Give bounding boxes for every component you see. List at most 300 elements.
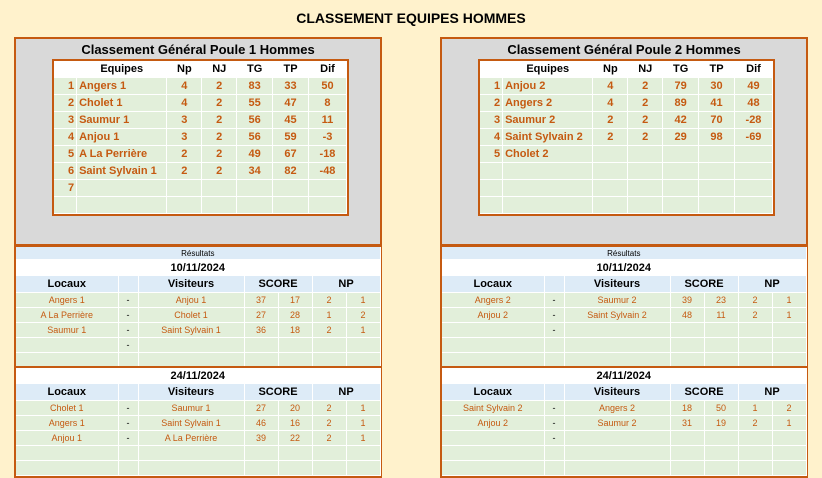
team-name: Saumur 2 [503,112,593,129]
stat-tp [699,197,735,214]
home-team: Saint Sylvain 2 [442,401,544,416]
column-header: NJ [628,61,663,78]
home-score [670,323,704,338]
locaux-header: Locaux [16,384,118,401]
home-score: 31 [670,416,704,431]
away-score: 16 [278,416,312,431]
rank-number: 1 [54,78,77,95]
stat-tp: 33 [273,78,309,95]
match-row [16,401,380,416]
stat-tg: 83 [237,78,273,95]
home-score: 39 [670,293,704,308]
home-points [312,461,346,476]
vs-dash [544,461,564,476]
score-header: SCORE [244,384,312,401]
away-team: Anjou 1 [138,293,244,308]
team-name: Saint Sylvain 2 [503,129,593,146]
score-header: SCORE [244,276,312,293]
match-row [442,338,806,353]
round-date-row [442,260,806,276]
stat-np: 2 [593,129,628,146]
home-team: Angers 1 [16,293,118,308]
np-header: NP [312,384,380,401]
home-score: 36 [244,323,278,338]
away-score [704,323,738,338]
stat-tg [663,146,699,163]
home-score: 46 [244,416,278,431]
ranking-row [54,197,347,214]
team-name: Saint Sylvain 1 [77,163,167,180]
np-header: NP [312,276,380,293]
home-score [244,446,278,461]
stat-nj [628,163,663,180]
stat-nj: 2 [202,146,237,163]
vs-dash [544,338,564,353]
home-score [670,338,704,353]
away-points [346,461,380,476]
match-row [442,323,806,338]
home-team [16,446,118,461]
home-team [442,338,544,353]
vs-dash: - [118,293,138,308]
home-score [670,461,704,476]
team-name: Anjou 2 [503,78,593,95]
away-points: 1 [772,416,806,431]
stat-tp: 82 [273,163,309,180]
header-spacer [544,276,564,293]
stat-nj [202,180,237,197]
stat-nj: 2 [202,163,237,180]
away-team [138,446,244,461]
away-team [564,446,670,461]
away-score [278,461,312,476]
stat-nj [628,197,663,214]
stat-dif: -3 [308,129,346,146]
away-team [138,461,244,476]
home-points [738,446,772,461]
match-row [16,431,380,446]
ranking-panel-poule-1 [14,37,382,246]
home-points [738,461,772,476]
home-team [442,323,544,338]
ranking-table [52,59,349,216]
home-points: 2 [312,401,346,416]
column-header: Np [593,61,628,78]
away-points [772,338,806,353]
stat-tg: 29 [663,129,699,146]
header-spacer [544,384,564,401]
ranking-row [480,129,773,146]
match-row [16,323,380,338]
column-header: Dif [308,61,346,78]
np-header: NP [738,276,806,293]
locaux-header: Locaux [16,276,118,293]
away-points: 1 [346,401,380,416]
home-team: Angers 1 [16,416,118,431]
stat-tg: 49 [237,146,273,163]
home-team: Anjou 2 [442,308,544,323]
rank-number [480,197,503,214]
stat-tg [663,180,699,197]
stat-dif [734,163,772,180]
match-row [442,401,806,416]
vs-dash: - [544,416,564,431]
team-name: Angers 1 [77,78,167,95]
results-header-row [442,384,806,401]
column-header: Equipes [77,61,167,78]
column-header: TG [237,61,273,78]
page-title: CLASSEMENT EQUIPES HOMMES [296,10,526,26]
ranking-row [54,163,347,180]
stat-nj [628,146,663,163]
vs-dash: - [544,308,564,323]
stat-np: 2 [167,163,202,180]
visiteurs-header: Visiteurs [138,276,244,293]
away-points [772,323,806,338]
vs-dash: - [118,323,138,338]
vs-dash: - [118,431,138,446]
stat-np [593,146,628,163]
locaux-header: Locaux [442,276,544,293]
ranking-row [480,197,773,214]
stat-tg [663,163,699,180]
away-points: 1 [346,416,380,431]
results-header-row [16,276,380,293]
results-round [440,366,808,478]
home-team: Anjou 2 [442,416,544,431]
stat-np: 4 [167,78,202,95]
away-points: 1 [772,293,806,308]
match-row [16,308,380,323]
away-score [704,338,738,353]
results-round [14,245,382,370]
stat-np: 2 [593,112,628,129]
visiteurs-header: Visiteurs [564,276,670,293]
team-name [503,163,593,180]
round-date-row [442,368,806,384]
column-header: NJ [202,61,237,78]
away-team: Saumur 1 [138,401,244,416]
stat-nj: 2 [202,78,237,95]
away-team: Saumur 2 [564,293,670,308]
results-round [440,245,808,370]
home-points: 1 [312,308,346,323]
rank-number: 2 [54,95,77,112]
stat-tp: 30 [699,78,735,95]
header-spacer [118,276,138,293]
stat-dif: 11 [308,112,346,129]
ranking-header-row [54,61,347,78]
vs-dash: - [544,293,564,308]
vs-dash: - [118,416,138,431]
stat-np: 4 [167,95,202,112]
vs-dash [544,446,564,461]
stat-np: 3 [167,129,202,146]
home-team [16,338,118,353]
team-name: Anjou 1 [77,129,167,146]
away-team [564,338,670,353]
home-team [442,461,544,476]
rank-number: 3 [54,112,77,129]
away-team: Saumur 2 [564,416,670,431]
rank-number: 6 [54,163,77,180]
results-label: Résultats [442,247,806,260]
ranking-row [480,163,773,180]
home-score: 18 [670,401,704,416]
stat-tg: 89 [663,95,699,112]
away-score [278,338,312,353]
stat-nj: 2 [202,95,237,112]
away-team [564,461,670,476]
home-points [738,431,772,446]
round-date: 24/11/2024 [16,368,380,384]
results-label: Résultats [16,247,380,260]
ranking-table [478,59,775,216]
away-team: Cholet 1 [138,308,244,323]
team-name [77,180,167,197]
team-name [503,180,593,197]
home-points [738,323,772,338]
visiteurs-header: Visiteurs [564,384,670,401]
rank-number: 3 [480,112,503,129]
match-row [442,416,806,431]
stat-nj: 2 [202,129,237,146]
stat-tg [663,197,699,214]
stat-tp [273,180,309,197]
stat-tp [699,163,735,180]
stat-nj: 2 [628,129,663,146]
rank-header [54,61,77,78]
score-header: SCORE [670,276,738,293]
round-date: 24/11/2024 [442,368,806,384]
away-score: 50 [704,401,738,416]
stat-tp: 47 [273,95,309,112]
visiteurs-header: Visiteurs [138,384,244,401]
vs-dash: - [544,431,564,446]
away-score: 23 [704,293,738,308]
column-header: TP [699,61,735,78]
stat-dif: 50 [308,78,346,95]
ranking-title: Classement Général Poule 1 Hommes [81,42,315,57]
home-points: 2 [312,416,346,431]
ranking-row [54,180,347,197]
stat-np [167,197,202,214]
team-name: A La Perrière [77,146,167,163]
ranking-row [54,95,347,112]
ranking-row [480,180,773,197]
round-date: 10/11/2024 [442,260,806,276]
stat-tp: 59 [273,129,309,146]
column-header: TP [273,61,309,78]
stat-dif: -18 [308,146,346,163]
round-date-row [16,368,380,384]
stat-np: 2 [167,146,202,163]
match-row [16,293,380,308]
stat-dif [734,197,772,214]
home-score: 27 [244,308,278,323]
stat-dif [734,146,772,163]
away-points: 1 [772,308,806,323]
match-row [16,338,380,353]
stat-dif: -48 [308,163,346,180]
away-team [564,323,670,338]
home-points: 2 [738,308,772,323]
team-name: Saumur 1 [77,112,167,129]
home-team: Angers 2 [442,293,544,308]
vs-dash [118,446,138,461]
away-score: 17 [278,293,312,308]
column-header: Dif [734,61,772,78]
away-points: 1 [346,293,380,308]
stat-tg [237,180,273,197]
stat-tg: 79 [663,78,699,95]
home-points [738,338,772,353]
home-team: Cholet 1 [16,401,118,416]
vs-dash [118,461,138,476]
stat-np: 3 [167,112,202,129]
away-points [346,446,380,461]
away-score: 18 [278,323,312,338]
home-score [670,446,704,461]
away-points [772,431,806,446]
ranking-row [54,129,347,146]
stat-nj: 2 [628,112,663,129]
locaux-header: Locaux [442,384,544,401]
column-header: Np [167,61,202,78]
results-header-row [442,276,806,293]
away-team [138,338,244,353]
away-score: 19 [704,416,738,431]
stat-tg: 56 [237,129,273,146]
stat-tg: 42 [663,112,699,129]
away-team: Saint Sylvain 1 [138,323,244,338]
stat-dif: 8 [308,95,346,112]
results-label-row [16,247,380,260]
team-name [77,197,167,214]
home-points [312,446,346,461]
away-points: 2 [772,401,806,416]
ranking-row [480,146,773,163]
results-round [14,366,382,478]
stat-nj [628,180,663,197]
rank-header [480,61,503,78]
ranking-row [54,146,347,163]
score-header: SCORE [670,384,738,401]
home-score: 37 [244,293,278,308]
stat-dif: -28 [734,112,772,129]
away-team: A La Perrière [138,431,244,446]
home-score [244,461,278,476]
away-score: 11 [704,308,738,323]
rank-number: 1 [480,78,503,95]
rank-number: 4 [480,129,503,146]
stat-tp: 67 [273,146,309,163]
away-team [564,431,670,446]
stat-np [593,163,628,180]
stat-tp: 70 [699,112,735,129]
stat-dif [734,180,772,197]
match-row [442,308,806,323]
team-name: Cholet 2 [503,146,593,163]
ranking-row [480,95,773,112]
stat-nj [202,197,237,214]
stat-tg: 55 [237,95,273,112]
ranking-panel-poule-2 [440,37,808,246]
away-points [772,446,806,461]
stat-dif [308,180,346,197]
rank-number [480,163,503,180]
stat-tp: 41 [699,95,735,112]
away-points: 1 [346,323,380,338]
away-score: 28 [278,308,312,323]
stat-tg: 34 [237,163,273,180]
round-date: 10/11/2024 [16,260,380,276]
team-name: Cholet 1 [77,95,167,112]
home-score [670,431,704,446]
vs-dash: - [118,401,138,416]
match-row [442,293,806,308]
stat-tp: 98 [699,129,735,146]
rank-number: 2 [480,95,503,112]
home-team: Saumur 1 [16,323,118,338]
stat-tp [699,180,735,197]
home-points: 2 [312,293,346,308]
home-team: A La Perrière [16,308,118,323]
stat-dif [308,197,346,214]
results-label-row [442,247,806,260]
vs-dash: - [544,323,564,338]
column-header: Equipes [503,61,593,78]
away-points: 2 [346,308,380,323]
away-score: 20 [278,401,312,416]
home-points: 2 [312,431,346,446]
stat-nj: 2 [628,78,663,95]
rank-number: 7 [54,180,77,197]
away-team: Saint Sylvain 2 [564,308,670,323]
match-row [442,431,806,446]
home-points: 1 [738,401,772,416]
stat-np: 4 [593,95,628,112]
home-team [442,431,544,446]
stat-np [593,197,628,214]
rank-number: 5 [480,146,503,163]
home-score: 39 [244,431,278,446]
stat-np [167,180,202,197]
ranking-row [480,78,773,95]
rank-number: 4 [54,129,77,146]
stat-tp [273,197,309,214]
away-score [704,446,738,461]
stat-tg: 56 [237,112,273,129]
vs-dash: - [118,308,138,323]
away-score [704,431,738,446]
home-score: 27 [244,401,278,416]
stat-dif: 48 [734,95,772,112]
away-team: Saint Sylvain 1 [138,416,244,431]
results-header-row [16,384,380,401]
home-points: 2 [738,293,772,308]
team-name [503,197,593,214]
stat-tg [237,197,273,214]
stat-dif: -69 [734,129,772,146]
home-team: Anjou 1 [16,431,118,446]
ranking-title: Classement Général Poule 2 Hommes [507,42,741,57]
ranking-row [54,112,347,129]
away-score [278,446,312,461]
away-points [346,338,380,353]
away-points [772,461,806,476]
stat-dif: 49 [734,78,772,95]
